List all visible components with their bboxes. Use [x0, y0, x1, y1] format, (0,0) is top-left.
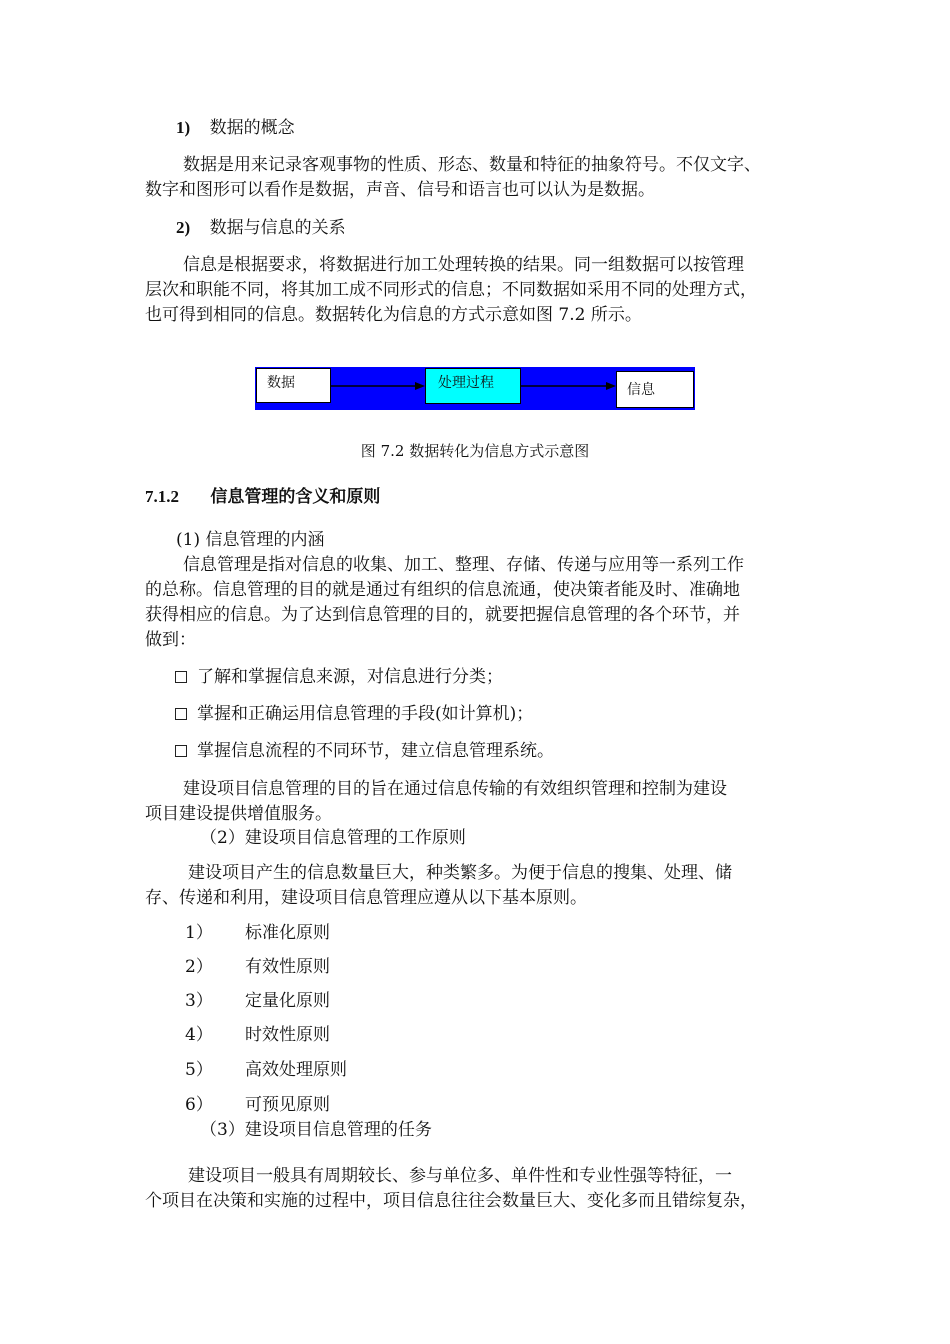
- checkbox-square-icon: [175, 708, 187, 720]
- principle-number: 2）: [185, 957, 213, 977]
- principle-text: 时效性原则: [245, 1025, 330, 1045]
- principle-item: [185, 1094, 330, 1116]
- principle-number: 3）: [185, 991, 213, 1011]
- box-data: 数据: [256, 368, 331, 403]
- paragraph-line: 数字和图形可以看作是数据，声音、信号和语言也可以认为是数据。: [145, 180, 655, 200]
- subheading: (1) 信息管理的内涵: [176, 530, 325, 550]
- bullet-item: [175, 703, 533, 725]
- principle-text: 高效处理原则: [245, 1060, 347, 1080]
- principle-number: 5）: [185, 1060, 213, 1080]
- principle-text: 标准化原则: [245, 923, 330, 943]
- principle-number: 1）: [185, 923, 213, 943]
- checkbox-square-icon: [175, 745, 187, 757]
- arrow-head-2: [606, 382, 616, 390]
- subheading: （2）建设项目信息管理的工作原则: [200, 828, 466, 848]
- paragraph-line: 建设项目一般具有周期较长、参与单位多、单件性和专业性强等特征，一: [188, 1166, 732, 1186]
- heading-text: 数据与信息的关系: [209, 218, 346, 238]
- figure-caption: 图 7.2 数据转化为信息方式示意图: [360, 442, 590, 460]
- section-number: 7.1.2: [145, 487, 179, 506]
- data-to-info-diagram: [255, 367, 695, 410]
- paragraph-line: 项目建设提供增值服务。: [145, 804, 332, 824]
- arrow-head-1: [415, 382, 425, 390]
- principle-text: 可预见原则: [245, 1095, 330, 1115]
- diagram-arrows: [255, 367, 695, 410]
- paragraph-line: 层次和职能不同，将其加工成不同形式的信息；不同数据如采用不同的处理方式，: [145, 280, 757, 300]
- heading-data-info-relation: [176, 217, 346, 239]
- paragraph-line: 信息是根据要求，将数据进行加工处理转换的结果。同一组数据可以按管理: [183, 255, 744, 275]
- bullet-item: [175, 666, 503, 688]
- principle-text: 有效性原则: [245, 957, 330, 977]
- principle-item: [185, 1059, 347, 1081]
- principle-item: [185, 956, 330, 978]
- heading-number: 2): [176, 218, 191, 237]
- principle-item: [185, 1024, 330, 1046]
- principle-item: [185, 990, 330, 1012]
- paragraph-line: 建设项目产生的信息数量巨大，种类繁多。为便于信息的搜集、处理、储: [188, 863, 732, 883]
- box-info: 信息: [616, 371, 694, 408]
- bullet-text: 了解和掌握信息来源，对信息进行分类；: [197, 667, 503, 687]
- paragraph-line: 数据是用来记录客观事物的性质、形态、数量和特征的抽象符号。不仅文字、: [183, 155, 761, 175]
- heading-number: 1): [176, 118, 191, 137]
- paragraph-line: 存、传递和利用，建设项目信息管理应遵从以下基本原则。: [145, 888, 587, 908]
- paragraph-line: 个项目在决策和实施的过程中，项目信息往往会数量巨大、变化多而且错综复杂，: [145, 1191, 757, 1211]
- paragraph-line: 建设项目信息管理的目的旨在通过信息传输的有效组织管理和控制为建设: [183, 779, 727, 799]
- section-heading: [145, 486, 380, 508]
- principle-item: [185, 922, 330, 944]
- checkbox-square-icon: [175, 671, 187, 683]
- bullet-item: [175, 740, 554, 762]
- box-process: 处理过程: [425, 368, 521, 404]
- principle-number: 6）: [185, 1095, 213, 1115]
- bullet-text: 掌握信息流程的不同环节，建立信息管理系统。: [197, 741, 554, 761]
- paragraph-line: 的总称。信息管理的目的就是通过有组织的信息流通，使决策者能及时、准确地: [145, 580, 740, 600]
- principle-number: 4）: [185, 1025, 213, 1045]
- paragraph-line: 做到：: [145, 630, 196, 650]
- heading-text: 数据的概念: [209, 118, 295, 138]
- principle-text: 定量化原则: [245, 991, 330, 1011]
- subheading: （3）建设项目信息管理的任务: [200, 1120, 432, 1140]
- paragraph-line: 也可得到相同的信息。数据转化为信息的方式示意如图 7.2 所示。: [145, 305, 642, 325]
- section-title: 信息管理的含义和原则: [210, 487, 381, 506]
- heading-data-concept: [176, 117, 295, 139]
- paragraph-line: 信息管理是指对信息的收集、加工、整理、存储、传递与应用等一系列工作: [183, 555, 744, 575]
- paragraph-line: 获得相应的信息。为了达到信息管理的目的，就要把握信息管理的各个环节，并: [145, 605, 740, 625]
- bullet-text: 掌握和正确运用信息管理的手段(如计算机)；: [197, 704, 534, 724]
